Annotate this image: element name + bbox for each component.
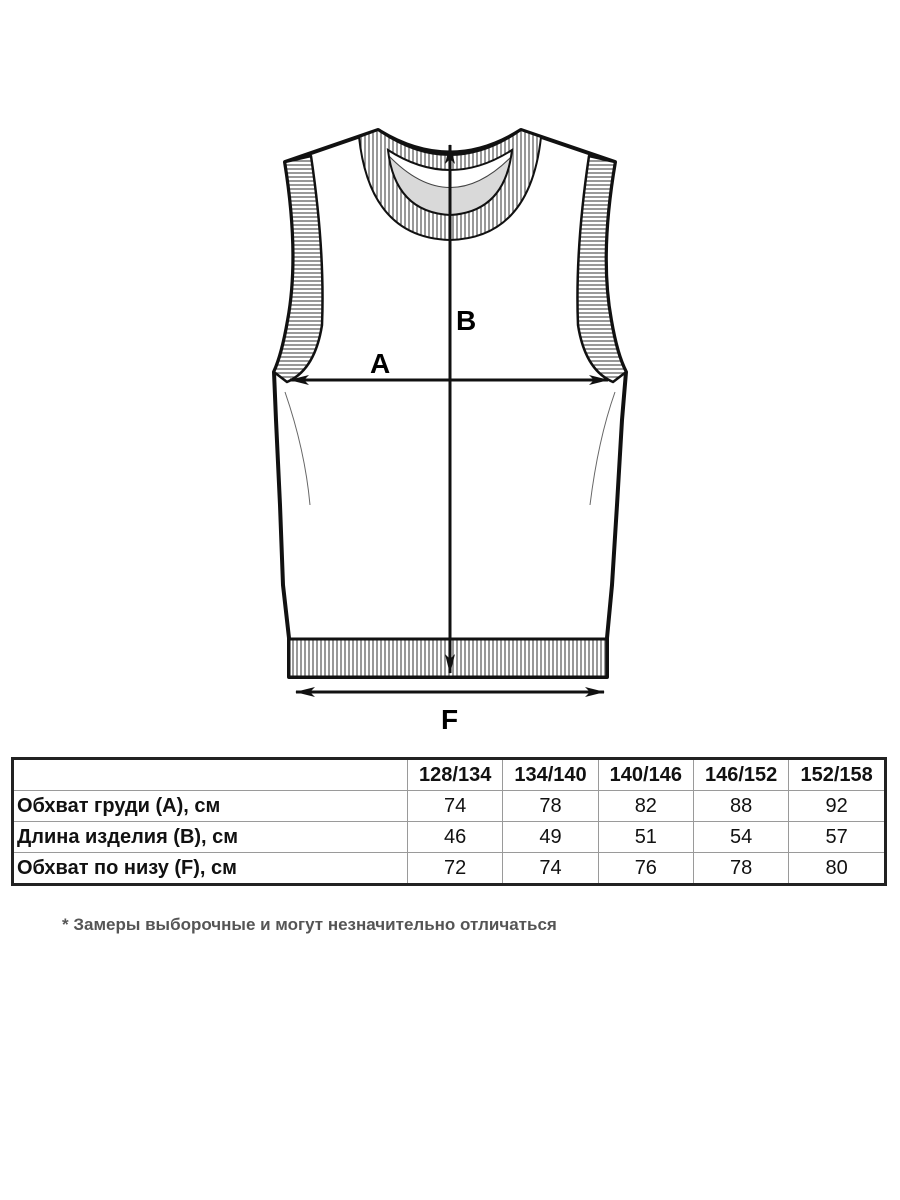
table-header-row [13, 759, 886, 791]
label-f: F [441, 704, 459, 735]
table-cell: 51 [598, 822, 693, 853]
table-cell: 72 [408, 853, 503, 885]
table-cell: 88 [693, 791, 788, 822]
size-header: 140/146 [598, 759, 693, 791]
row-label: Обхват груди (A), см [13, 791, 408, 822]
row-label: Длина изделия (B), см [13, 822, 408, 853]
table-cell: 49 [503, 822, 598, 853]
table-row [13, 853, 886, 885]
table-cell: 76 [598, 853, 693, 885]
table-cell: 74 [408, 791, 503, 822]
row-label: Обхват по низу (F), см [13, 853, 408, 885]
table-row [13, 791, 886, 822]
table-cell: 46 [408, 822, 503, 853]
label-b: B [456, 305, 477, 336]
table-cell: 78 [503, 791, 598, 822]
size-header: 152/158 [789, 759, 886, 791]
table-cell: 78 [693, 853, 788, 885]
table-cell: 74 [503, 853, 598, 885]
table-cell: 82 [598, 791, 693, 822]
size-table [11, 757, 887, 886]
table-cell: 54 [693, 822, 788, 853]
left-armhole-rib [274, 156, 323, 382]
size-header: 146/152 [693, 759, 788, 791]
table-row [13, 822, 886, 853]
label-a: A [370, 348, 391, 379]
table-cell: 92 [789, 791, 886, 822]
hem-rib [289, 639, 607, 677]
size-header: 128/134 [408, 759, 503, 791]
size-header: 134/140 [503, 759, 598, 791]
table-cell: 80 [789, 853, 886, 885]
header-empty-cell [13, 759, 408, 791]
table-cell: 57 [789, 822, 886, 853]
measurement-footnote: * Замеры выборочные и могут незначительно отличаться [62, 915, 557, 934]
